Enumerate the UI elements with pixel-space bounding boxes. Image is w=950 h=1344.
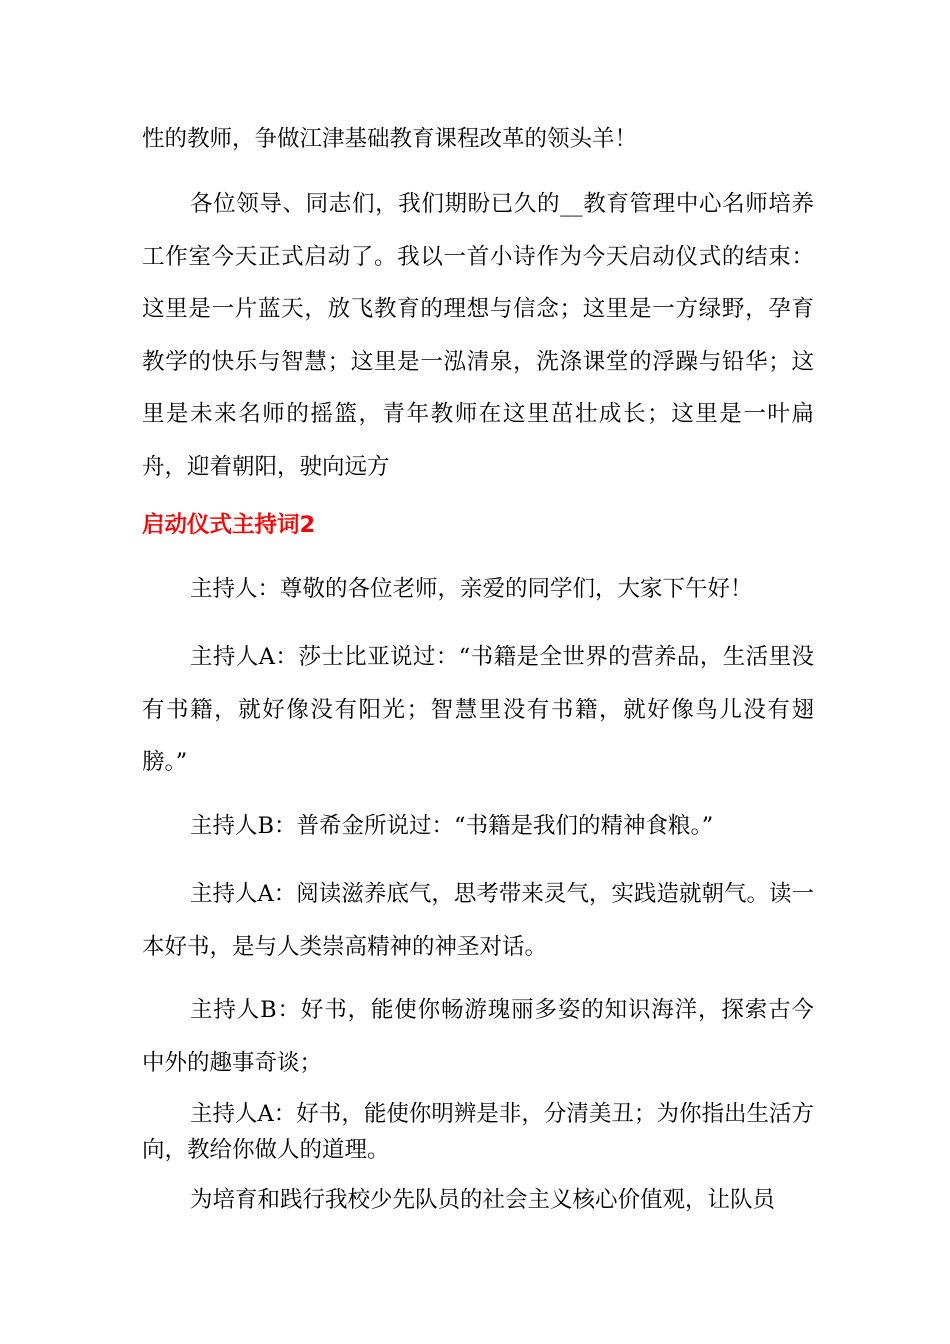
paragraph-host-a-good-books: 主持人A：好书，能使你明辨是非，分清美丑；为你指出生活方向，教给你做人的道理。 — [142, 1101, 814, 1163]
paragraph-host-greeting: 主持人：尊敬的各位老师，亲爱的同学们，大家下午好！ — [190, 576, 753, 602]
paragraph-host-a-reading: 主持人A：阅读滋养底气，思考带来灵气，实践造就朝气。读一本好书，是与人类崇高精神的神圣对话。 — [142, 881, 814, 960]
paragraph-closing-remarks: 各位领导、同志们，我们期盼已久的__教育管理中心名师培养工作室今天正式启动了。我以一首小诗作为今天启动仪式的结束：这里是一片蓝天，放飞教育的理想与信念；这里是一方绿野，孕育教学的快乐与智慧；这里是一泓清泉，洗涤课堂的浮躁与铅华；这里是未来名师的摇篮，青年教师在这里茁壮成长；这里是一叶扁舟，迎着朝阳，驶向远方 — [142, 191, 814, 480]
paragraph-host-b-pushkin: 主持人B：普希金所说过：“书籍是我们的精神食粮。” — [190, 813, 714, 839]
paragraph-host-b-good-books: 主持人B：好书，能使你畅游瑰丽多姿的知识海洋，探索古今中外的趣事奇谈； — [142, 997, 814, 1076]
paragraph-core-values: 为培育和践行我校少先队员的社会主义核心价值观，让队员 — [190, 1187, 776, 1213]
paragraph-host-a-shakespeare: 主持人A：莎士比亚说过：“书籍是全世界的营养品，生活里没有书籍，就好像没有阳光；智慧里没有书籍，就好像鸟儿没有翅膀。” — [142, 644, 814, 775]
paragraph-continuation: 性的教师，争做江津基础教育课程改革的领头羊！ — [142, 126, 638, 152]
section-heading: 启动仪式主持词2 — [142, 512, 316, 538]
